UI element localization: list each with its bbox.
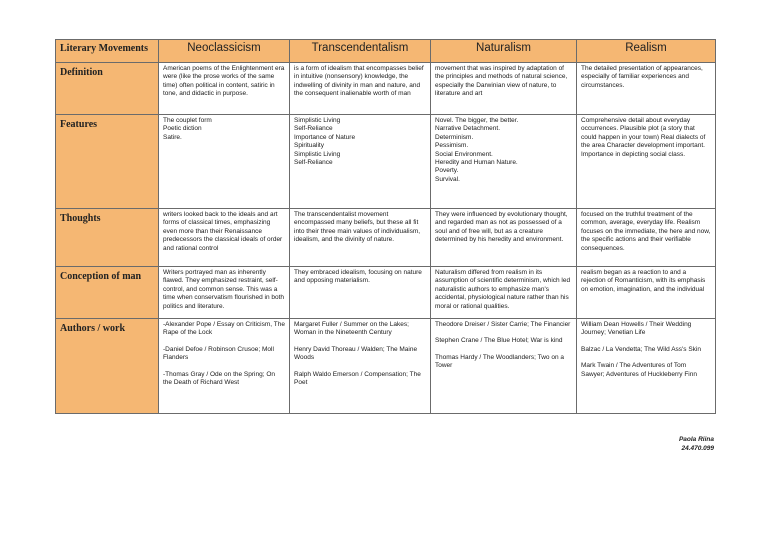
cell-line: writers looked back to the ideals and art forms of classical times, emphasizing even more than their Renaissance predecessors the classical ideals of order and rational control: [163, 211, 283, 252]
header-transcendentalism: Transcendentalism: [290, 40, 431, 63]
table-cell: [431, 267, 577, 319]
cell-line: Self-Reliance: [294, 125, 333, 133]
table-cell: [431, 115, 577, 209]
table-cell: [577, 209, 716, 267]
table-cell: [577, 63, 716, 115]
cell-line: realism began as a reaction to and a rejection of Romanticism, with its emphasis on emotion, imagination, and the individual: [581, 269, 706, 293]
cell-line: The transcendentalist movement encompassed many beliefs, but these all fit into their three main values of individualism, idealism, and the divinity of nature.: [294, 211, 421, 244]
table-row: [56, 115, 716, 209]
table-cell: [290, 115, 431, 209]
table-cell: [159, 319, 290, 414]
cell-line: William Dean Howells / Their Wedding Journey; Venetian Life: [581, 321, 692, 337]
header-row: [56, 40, 716, 63]
cell-line: [581, 338, 711, 346]
table-cell: [159, 115, 290, 209]
table-cell: [577, 267, 716, 319]
table-cell: [290, 209, 431, 267]
cell-line: The couplet form: [163, 117, 212, 124]
cell-line: Narrative Detachment.: [435, 125, 501, 133]
table-body: [56, 63, 716, 414]
row-label: Definition: [56, 63, 159, 115]
table-cell: [431, 319, 577, 414]
table-row: [56, 319, 716, 414]
table-cell: [159, 63, 290, 115]
table-row: [56, 209, 716, 267]
cell-line: [163, 363, 285, 371]
row-label: Authors / work: [56, 319, 159, 414]
cell-line: [163, 338, 285, 346]
cell-line: Theodore Dreiser / Sister Carrie; The Financier: [435, 321, 571, 328]
cell-line: Poetic diction: [163, 125, 202, 133]
row-label: Thoughts: [56, 209, 159, 267]
row-label: Conception of man: [56, 267, 159, 319]
cell-line: The detailed presentation of appearances, especially of familiar experiences and circumstances.: [581, 65, 703, 89]
table-cell: [577, 115, 716, 209]
cell-line: Satire.: [163, 133, 182, 141]
table-cell: [290, 267, 431, 319]
cell-line: Importance of Nature: [294, 133, 356, 141]
cell-line: Poverty.: [435, 167, 459, 175]
cell-line: is a form of idealism that encompasses belief in intuitive (nonsensory) knowledge, the indwelling of divinity in man and nature, and the consequent inalienable worth of man: [294, 65, 424, 98]
cell-line: focused on the truthful treatment of the common, average, everyday life. Realism focuses on the immediate, the here and now, the specific actions and their verifiable consequences.: [581, 211, 711, 252]
table-row: [56, 267, 716, 319]
cell-line: They were influenced by evolutionary thought, and regarded man as not as possessed of a soul and of free will, but as a creature determined by his heredity and environment.: [435, 211, 568, 244]
cell-line: [294, 338, 426, 346]
cell-line: Balzac / La Vendetta; The Wild Ass's Skin: [581, 345, 701, 353]
table-cell: [159, 209, 290, 267]
row-label: Features: [56, 115, 159, 209]
table-row: [56, 63, 716, 115]
cell-line: Henry David Thoreau / Walden; The Maine Woods: [294, 345, 418, 362]
table-cell: [290, 63, 431, 115]
header-neoclassicism: Neoclassicism: [159, 40, 290, 63]
cell-line: Social Environment.: [435, 150, 493, 158]
cell-line: Self-Reliance: [294, 159, 333, 167]
cell-line: Novel. The bigger, the better.: [435, 117, 519, 124]
cell-line: American poems of the Enlightenment era were (like the prose works of the same time) often political in content, satiric in tone, and didactic in purpose.: [163, 65, 285, 98]
cell-line: Simplistic Living: [294, 117, 341, 124]
header-realism: Realism: [577, 40, 716, 63]
cell-line: -Alexander Pope / Essay on Criticism, The Rape of the Lock: [163, 321, 285, 337]
header-first-cell: Literary Movements: [56, 40, 159, 63]
cell-line: [435, 346, 572, 354]
cell-line: Margaret Fuller / Summer on the Lakes; Woman in the Nineteenth Century: [294, 321, 409, 337]
cell-line: Heredity and Human Nature.: [435, 159, 518, 167]
cell-line: -Thomas Gray / Ode on the Spring; On the Death of Richard West: [163, 370, 275, 387]
cell-line: Pessimism.: [435, 142, 469, 150]
header-naturalism: Naturalism: [431, 40, 577, 63]
cell-line: They embraced idealism, focusing on nature and opposing materialism.: [294, 269, 422, 285]
cell-line: Spirituality: [294, 142, 324, 150]
cell-line: -Daniel Defoe / Robinson Crusoe; Moll Flanders: [163, 345, 274, 362]
table-cell: [431, 63, 577, 115]
signature-name: Paola Riina: [678, 436, 714, 443]
table-cell: [577, 319, 716, 414]
cell-line: Comprehensive detail about everyday occurrences. Plausible plot (a story that could happen in your town) Real dialects of the area Character development important. Importance in depicting social class.: [581, 117, 706, 158]
cell-line: Determinism.: [435, 133, 474, 141]
cell-line: Thomas Hardy / The Woodlanders; Two on a Tower: [435, 353, 564, 370]
cell-line: movement that was inspired by adaptation of the principles and methods of natural science, especially the Darwinian view of nature, to literature and art: [435, 65, 568, 98]
table-cell: [290, 319, 431, 414]
signature: [640, 436, 714, 453]
cell-line: [294, 363, 426, 371]
table-cell: [431, 209, 577, 267]
table-cell: [159, 267, 290, 319]
cell-line: Stephen Crane / The Blue Hotel; War is kind: [435, 337, 563, 345]
cell-line: Simplistic Living: [294, 150, 341, 158]
cell-line: [581, 354, 711, 362]
cell-line: Survival.: [435, 175, 460, 183]
cell-line: Naturalism differed from realism in its assumption of scientific determinism, which led naturalistic authors to emphasize man's accidental, physiological nature rather than his moral or rational qualities.: [435, 269, 571, 310]
cell-line: Writers portrayed man as inherently flawed. They emphasized restraint, self-control, and common sense. This was a time when conservatism flourished in both politics and literature.: [163, 269, 285, 310]
literary-movements-table: [55, 39, 716, 414]
signature-id: 24.470.099: [681, 444, 714, 452]
cell-line: Ralph Waldo Emerson / Compensation; The Poet: [294, 370, 421, 387]
cell-line: Mark Twain / The Adventures of Tom Sawyer; Adventures of Huckleberry Finn: [581, 362, 697, 378]
cell-line: [435, 329, 572, 337]
